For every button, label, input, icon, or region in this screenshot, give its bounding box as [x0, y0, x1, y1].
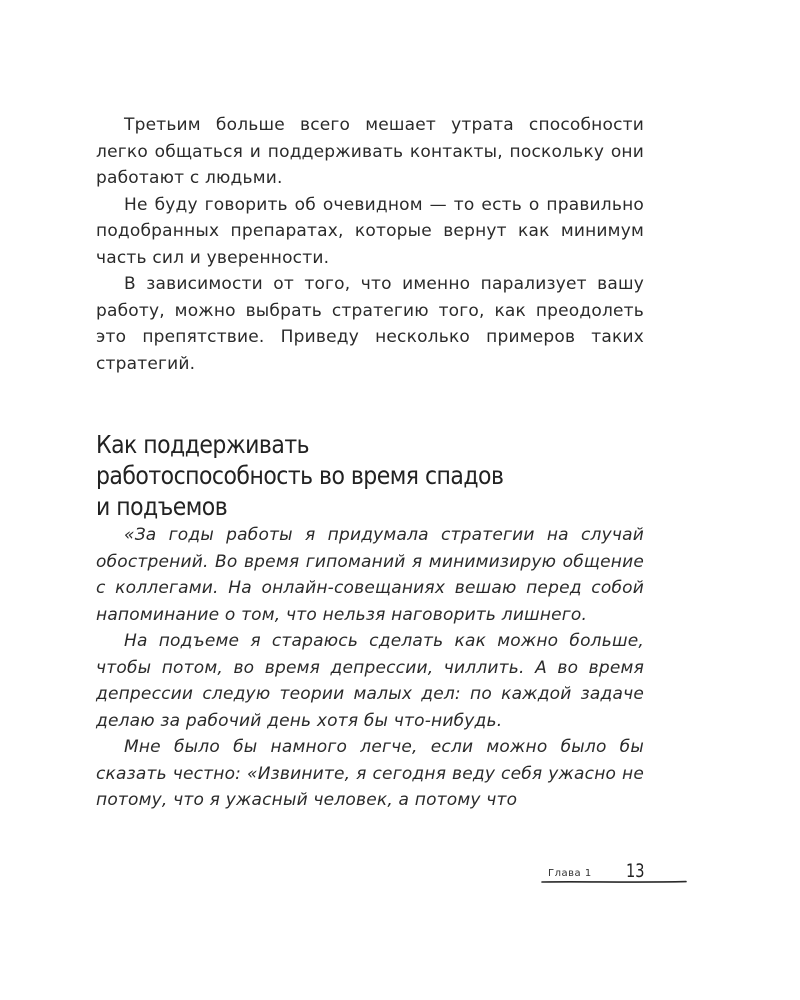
- page-number: 13: [626, 860, 645, 882]
- footer-rule-line: [540, 878, 690, 886]
- body-paragraph: Третьим больше всего мешает утрата способности легко общаться и поддерживать контакты, поскольку они работают с людьми.: [96, 115, 644, 188]
- page-content: [96, 112, 644, 814]
- quote-paragraph: «За годы работы я придумала стратегии на случай обострений. Во время гипоманий я минимизирую общение с коллегами. На онлайн-совещаниях вешаю перед собой напоминание о том, что нельзя наговорить лишнего.: [96, 525, 644, 625]
- quote-paragraph: Мне было бы намного легче, если можно было бы сказать честно: «Извините, я сегодня веду себя ужасно не потому, что я ужасный человек, а потому что: [96, 737, 644, 810]
- body-paragraph: В зависимости от того, что именно парализует вашу работу, можно выбрать стратегию того, как преодолеть это препятствие. Приведу несколько примеров таких стратегий.: [96, 274, 644, 374]
- section-heading-line: работоспособность во время спадов: [96, 461, 504, 490]
- section-heading-line: Как поддерживать: [96, 430, 310, 459]
- section-heading-line: и подъемов: [96, 492, 228, 521]
- section-heading: [96, 429, 642, 522]
- body-paragraph: Не буду говорить об очевидном — то есть о правильно подобранных препаратах, которые вернут как минимум часть сил и уверенности.: [96, 194, 644, 268]
- page-footer: [540, 858, 690, 898]
- chapter-label: Глава 1: [548, 868, 592, 879]
- quote-paragraph: На подъеме я стараюсь сделать как можно больше, чтобы потом, во время депрессии, чиллить. А во время депрессии следую теории малых дел: по каждой задаче делаю за рабочий день хотя бы что-нибудь.: [96, 631, 644, 731]
